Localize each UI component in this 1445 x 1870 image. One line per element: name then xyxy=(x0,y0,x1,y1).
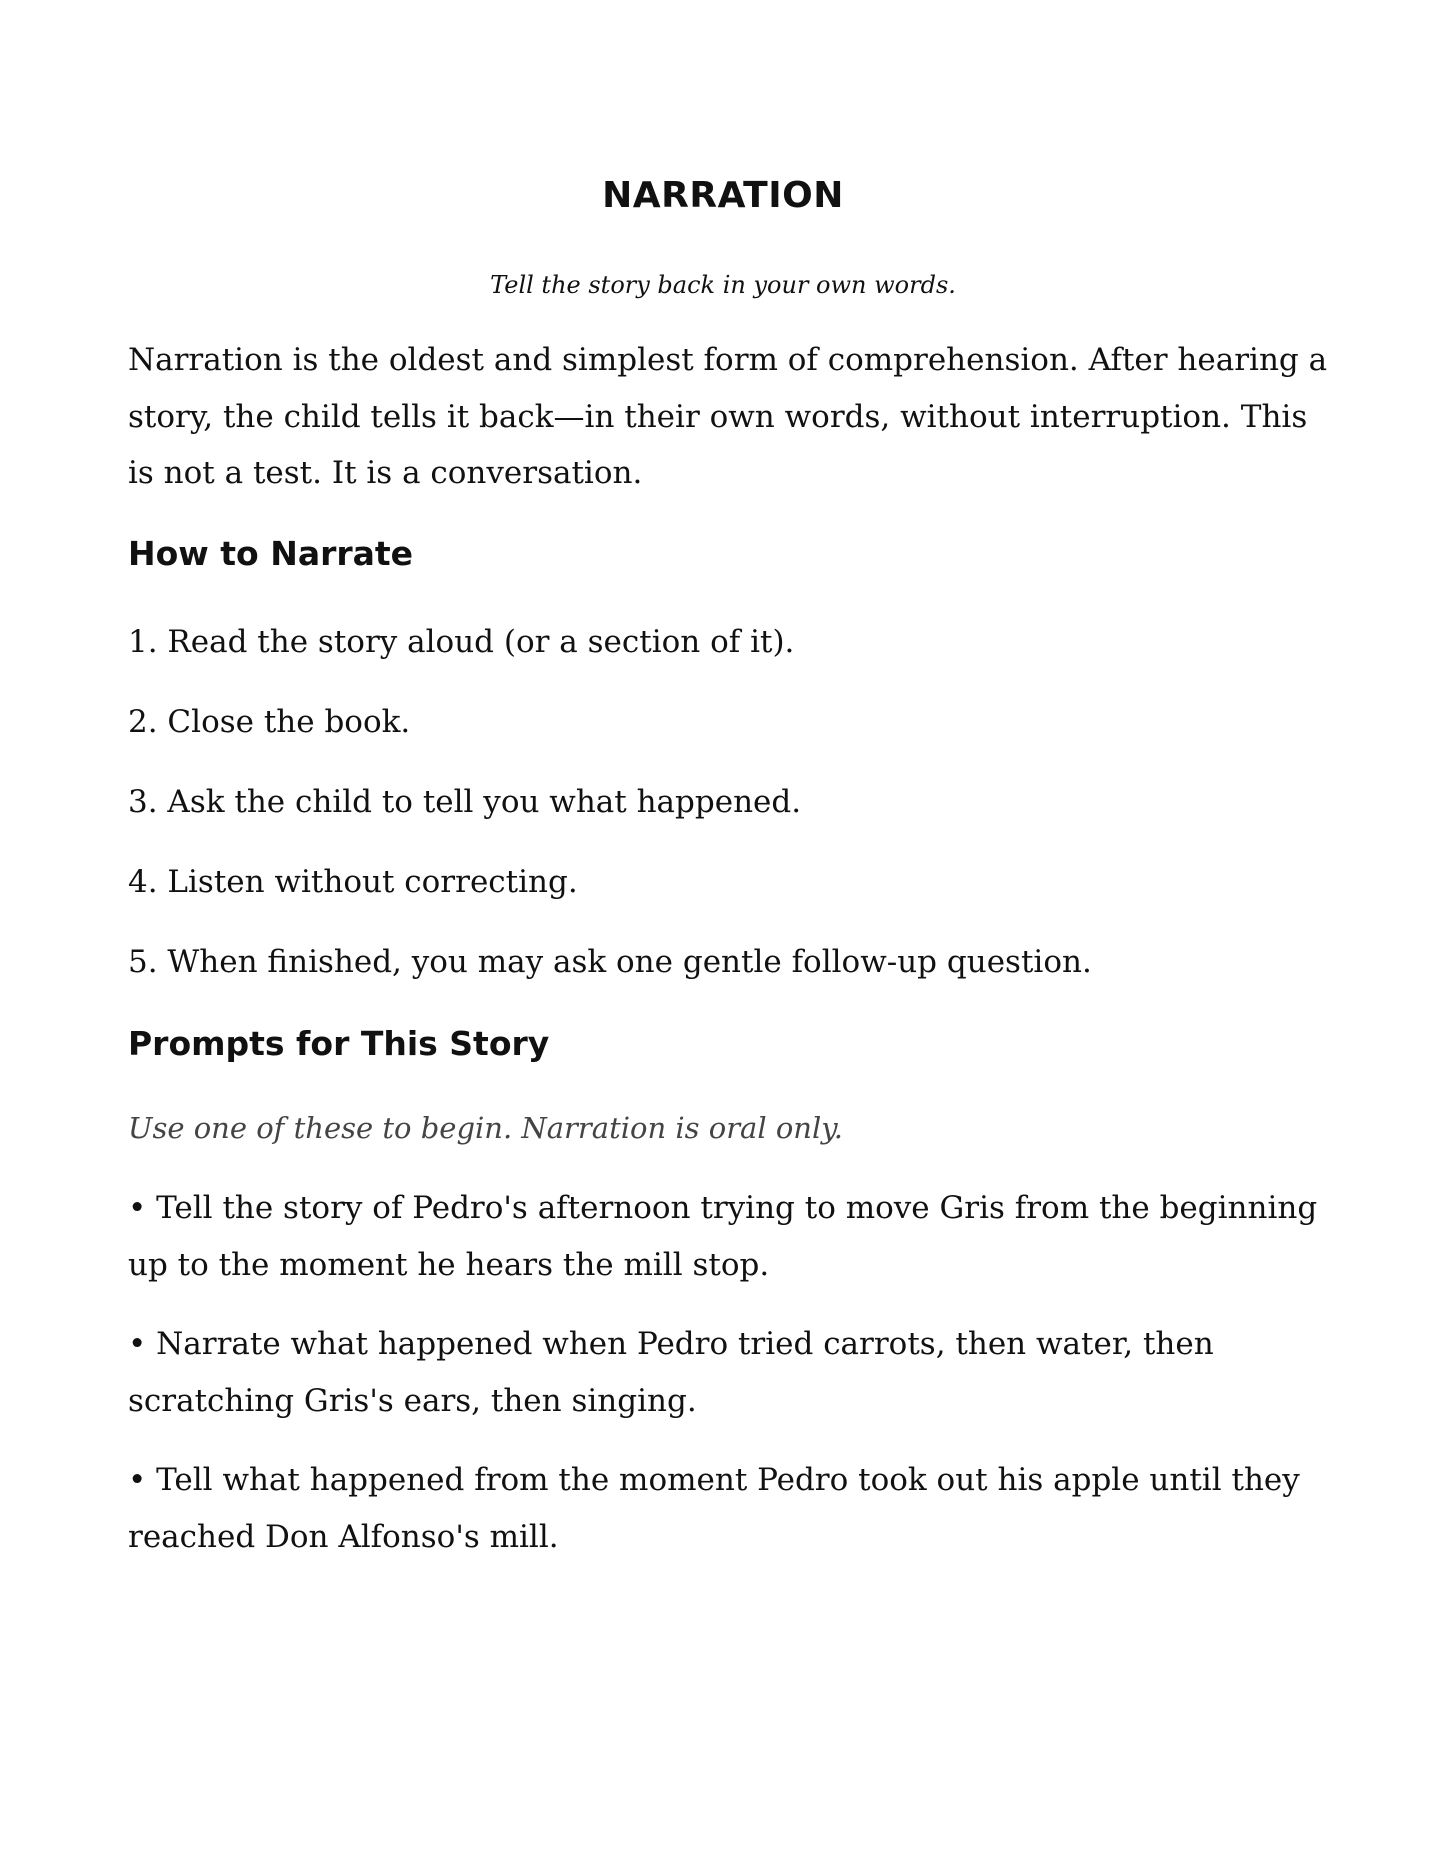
prompt-item: • Tell the story of Pedro's afternoon trying to move Gris from the beginning up to the moment he hears the mill stop. xyxy=(128,1190,1318,1283)
step-item: 4. Listen without correcting. xyxy=(128,864,578,900)
prompts-heading: Prompts for This Story xyxy=(128,1024,550,1063)
step-item: 5. When finished, you may ask one gentle follow-up question. xyxy=(128,944,1092,980)
step-item: 3. Ask the child to tell you what happened. xyxy=(128,784,802,820)
prompt-item: • Tell what happened from the moment Pedro took out his apple until they reached Don Alfonso's mill. xyxy=(128,1462,1300,1555)
how-to-narrate-heading: How to Narrate xyxy=(128,534,414,573)
step-item: 2. Close the book. xyxy=(128,704,411,740)
page-title: NARRATION xyxy=(602,175,844,216)
step-item: 1. Read the story aloud (or a section of it). xyxy=(128,624,795,660)
prompts-note: Use one of these to begin. Narration is oral only. xyxy=(128,1111,844,1145)
prompt-item: • Narrate what happened when Pedro tried carrots, then water, then scratching Gris's ears, then singing. xyxy=(128,1326,1214,1419)
page-subtitle: Tell the story back in your own words. xyxy=(490,271,956,299)
intro-paragraph: Narration is the oldest and simplest form of comprehension. After hearing a story, the child tells it back—in their own words, without interruption. This is not a test. It is a conversation. xyxy=(128,342,1328,491)
